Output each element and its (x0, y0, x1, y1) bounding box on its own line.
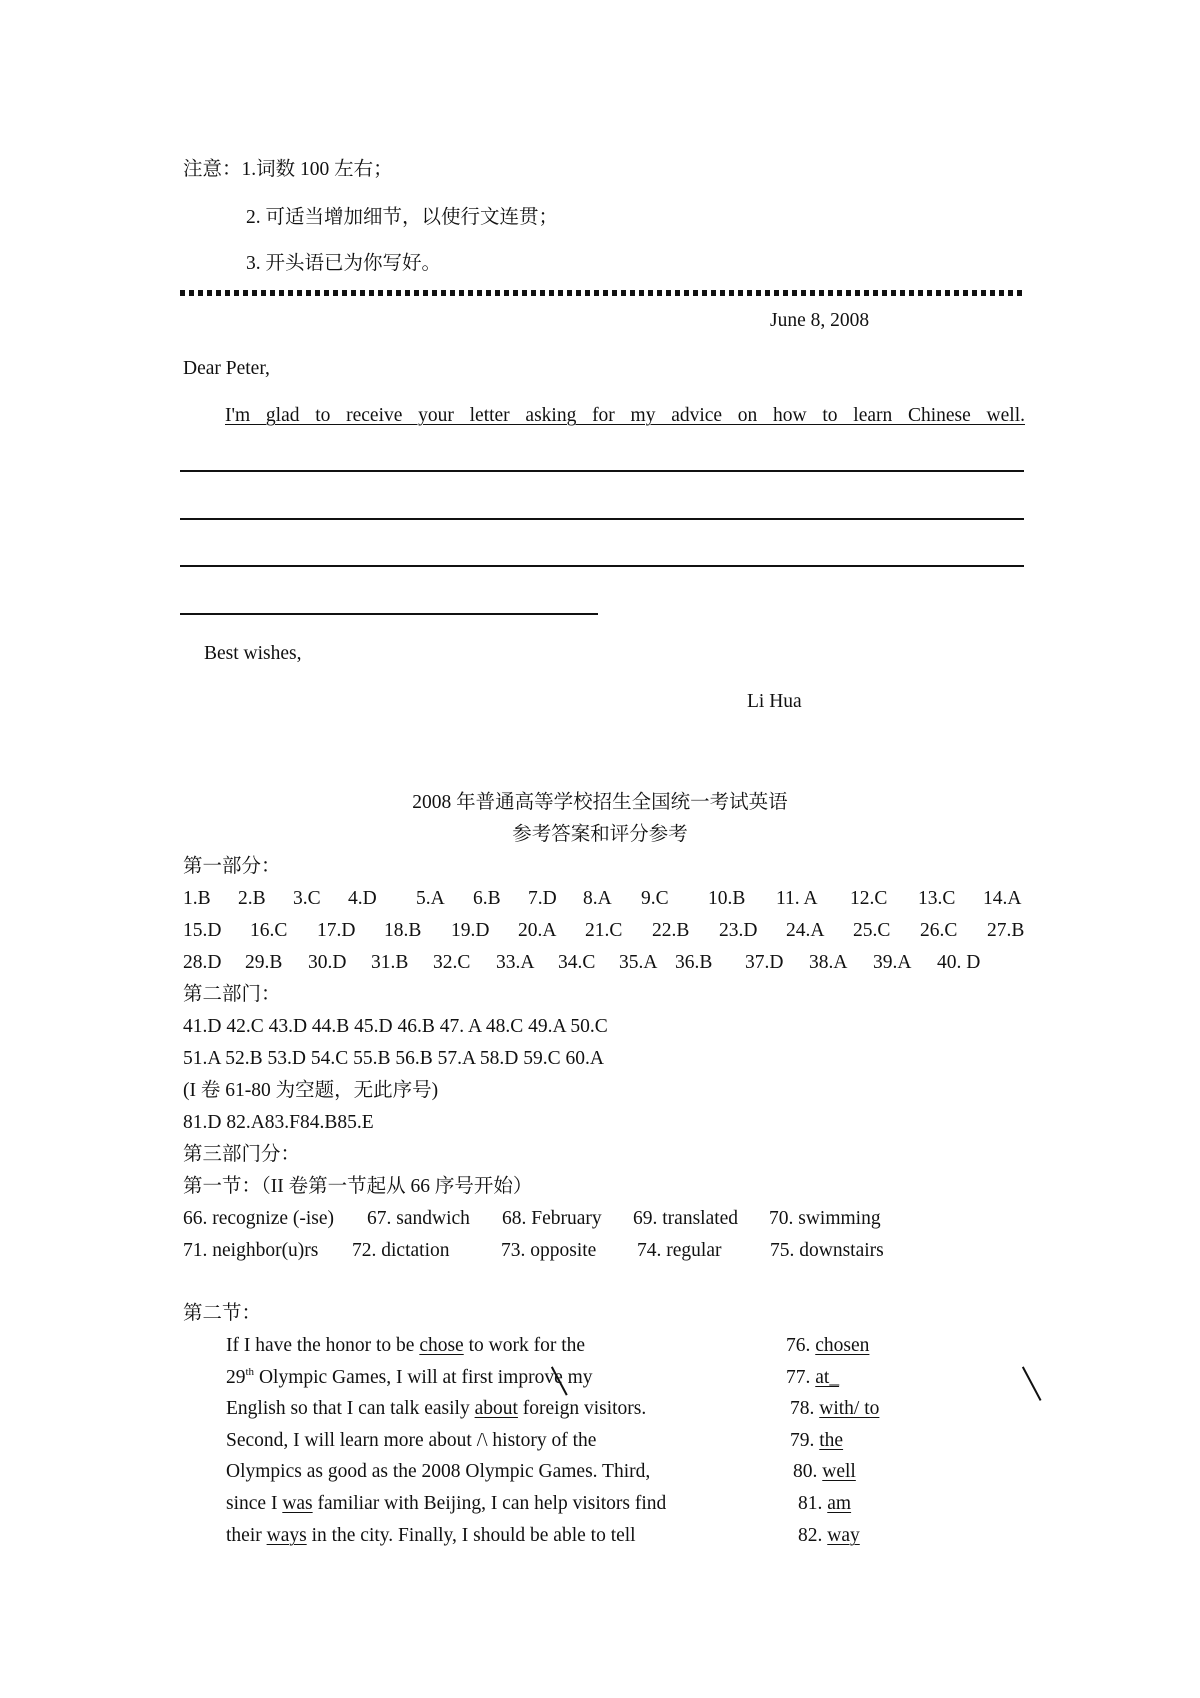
answer-cell: 7.D (528, 888, 557, 909)
passage-text: familiar with Beijing, I can help visitors find (312, 1493, 667, 1514)
answer-number: 81. (798, 1493, 828, 1514)
answer-cell: 23.D (719, 920, 758, 941)
marked-error-word: ways (266, 1525, 307, 1546)
answer-number: 78. (790, 1398, 820, 1419)
correction-answer (786, 1336, 869, 1356)
answer-cell: 21.C (585, 920, 623, 941)
answer-cell: 40. D (937, 952, 981, 973)
passage-text: to work for the (463, 1335, 586, 1356)
passage-text: in the city. Finally, I should be able to tell (306, 1525, 636, 1546)
correction-answer (790, 1431, 843, 1451)
answer-cell: 11. A (776, 888, 818, 909)
letter-closing: Best wishes, (204, 643, 302, 664)
passage-line (226, 1431, 596, 1451)
dotted-separator (180, 290, 1022, 296)
writing-line (180, 565, 1024, 567)
part2-answers-line: 81.D 82.A83.F84.B85.E (183, 1112, 374, 1133)
vocab-answer: 74. regular (637, 1240, 722, 1261)
section2-heading: 第二节： (183, 1303, 262, 1324)
answer-cell: 36.B (675, 952, 713, 973)
answer-word: am (827, 1493, 852, 1514)
correction-answer (790, 1399, 879, 1419)
answer-key-subtitle: 参考答案和评分参考 (512, 824, 688, 845)
note-item-2: 2. 可适当增加细节，以使行文连贯； (246, 207, 559, 228)
correction-answer (786, 1368, 839, 1388)
vocab-answer: 67. sandwich (367, 1208, 470, 1229)
vocab-answer: 70. swimming (769, 1208, 881, 1229)
passage-text: 29 (226, 1367, 246, 1388)
answer-cell: 24.A (786, 920, 825, 941)
answer-number: 77. (786, 1367, 816, 1388)
answer-cell: 10.B (708, 888, 746, 909)
answer-cell: 33.A (496, 952, 535, 973)
vocab-answer: 73. opposite (501, 1240, 597, 1261)
part2-heading: 第二部门： (183, 984, 281, 1005)
answer-cell: 15.D (183, 920, 222, 941)
answer-cell: 16.C (250, 920, 288, 941)
answer-cell: 19.D (451, 920, 490, 941)
passage-text: since I (226, 1493, 283, 1514)
answer-key-title: 2008 年普通高等学校招生全国统一考试英语 (412, 792, 788, 813)
answer-cell: 17.D (317, 920, 356, 941)
answer-cell: 8.A (583, 888, 612, 909)
vocab-answer: 69. translated (633, 1208, 739, 1229)
letter-signature: Li Hua (747, 691, 802, 712)
part3-heading: 第三部门分： (183, 1144, 301, 1165)
answer-number: 80. (793, 1461, 823, 1482)
passage-text: foreign visitors. (517, 1398, 647, 1419)
correction-answer (793, 1462, 856, 1482)
answer-word: well (822, 1461, 856, 1482)
part2-answers-line: 51.A 52.B 53.D 54.C 55.B 56.B 57.A 58.D 59.C 60.A (183, 1048, 604, 1069)
note-item-3: 3. 开头语已为你写好。 (246, 253, 442, 274)
answer-cell: 35.A (619, 952, 658, 973)
answer-cell: 29.B (245, 952, 283, 973)
answer-cell: 6.B (473, 888, 501, 909)
letter-opening-sentence: I'm glad to receive your letter asking for my advice on how to learn Chinese well. (225, 405, 1025, 426)
writing-line (180, 518, 1024, 520)
writing-line (180, 613, 598, 615)
answer-cell: 37.D (745, 952, 784, 973)
answer-word: way (827, 1525, 860, 1546)
answer-cell: 4.D (348, 888, 377, 909)
answer-cell: 28.D (183, 952, 222, 973)
answer-cell: 20.A (518, 920, 557, 941)
answer-cell: 13.C (918, 888, 956, 909)
answer-cell: 12.C (850, 888, 888, 909)
answer-cell: 27.B (987, 920, 1025, 941)
answer-word: the (819, 1430, 844, 1451)
part2-note: (I 卷 61-80 为空题，无此序号) (183, 1080, 439, 1101)
answer-cell: 26.C (920, 920, 958, 941)
passage-text: If I have the honor to be (226, 1335, 420, 1356)
answer-cell: 31.B (371, 952, 409, 973)
note-heading: 注意：1.词数 100 左右； (183, 159, 393, 180)
answer-cell: 25.C (853, 920, 891, 941)
answer-word: with/ to (819, 1398, 880, 1419)
vocab-answer: 66. recognize (-ise) (183, 1208, 335, 1229)
answer-cell: 14.A (983, 888, 1022, 909)
answer-cell: 2.B (238, 888, 266, 909)
passage-line (226, 1462, 650, 1482)
passage-line (226, 1399, 646, 1419)
vocab-answer: 72. dictation (352, 1240, 450, 1261)
vocab-answer: 71. neighbor(u)rs (183, 1240, 319, 1261)
answer-word: chosen (815, 1335, 870, 1356)
vocab-answer: 68. February (502, 1208, 602, 1229)
correction-answer (798, 1494, 851, 1514)
marked-error-word: about (474, 1398, 518, 1419)
answer-number: 76. (786, 1335, 816, 1356)
part1-heading: 第一部分： (183, 856, 281, 877)
section1-heading: 第一节：（II 卷第一节起从 66 序号开始） (183, 1176, 533, 1197)
letter-salutation: Dear Peter, (183, 358, 270, 379)
passage-line (226, 1526, 636, 1546)
marked-error-word: chose (419, 1335, 464, 1356)
answer-cell: 30.D (308, 952, 347, 973)
passage-text: their (226, 1525, 267, 1546)
passage-text: Second, I will learn more about /\ history of the (226, 1430, 597, 1451)
answer-cell: 5.A (416, 888, 445, 909)
answer-number: 79. (790, 1430, 820, 1451)
answer-word: at_ (815, 1367, 840, 1388)
check-mark (1022, 1366, 1041, 1400)
answer-cell: 3.C (293, 888, 321, 909)
answer-cell: 39.A (873, 952, 912, 973)
part2-answers-line: 41.D 42.C 43.D 44.B 45.D 46.B 47. A 48.C 49.A 50.C (183, 1016, 608, 1037)
marked-error-word: was (282, 1493, 313, 1514)
answer-cell: 22.B (652, 920, 690, 941)
answer-cell: 34.C (558, 952, 596, 973)
correction-answer (798, 1526, 860, 1546)
answer-number: 82. (798, 1525, 828, 1546)
answer-cell: 18.B (384, 920, 422, 941)
passage-text: English so that I can talk easily (226, 1398, 475, 1419)
passage-line (226, 1494, 666, 1514)
passage-text: Olympics as good as the 2008 Olympic Games. Third, (226, 1461, 651, 1482)
letter-date: June 8, 2008 (770, 310, 870, 331)
passage-line (226, 1336, 585, 1356)
answer-cell: 1.B (183, 888, 211, 909)
passage-text: Olympic Games, I will at first improve my (254, 1367, 593, 1388)
vocab-answer: 75. downstairs (770, 1240, 884, 1261)
passage-line (226, 1368, 593, 1388)
writing-line (180, 470, 1024, 472)
answer-cell: 32.C (433, 952, 471, 973)
answer-cell: 38.A (809, 952, 848, 973)
answer-cell: 9.C (641, 888, 669, 909)
ordinal-suffix: th (245, 1366, 255, 1378)
